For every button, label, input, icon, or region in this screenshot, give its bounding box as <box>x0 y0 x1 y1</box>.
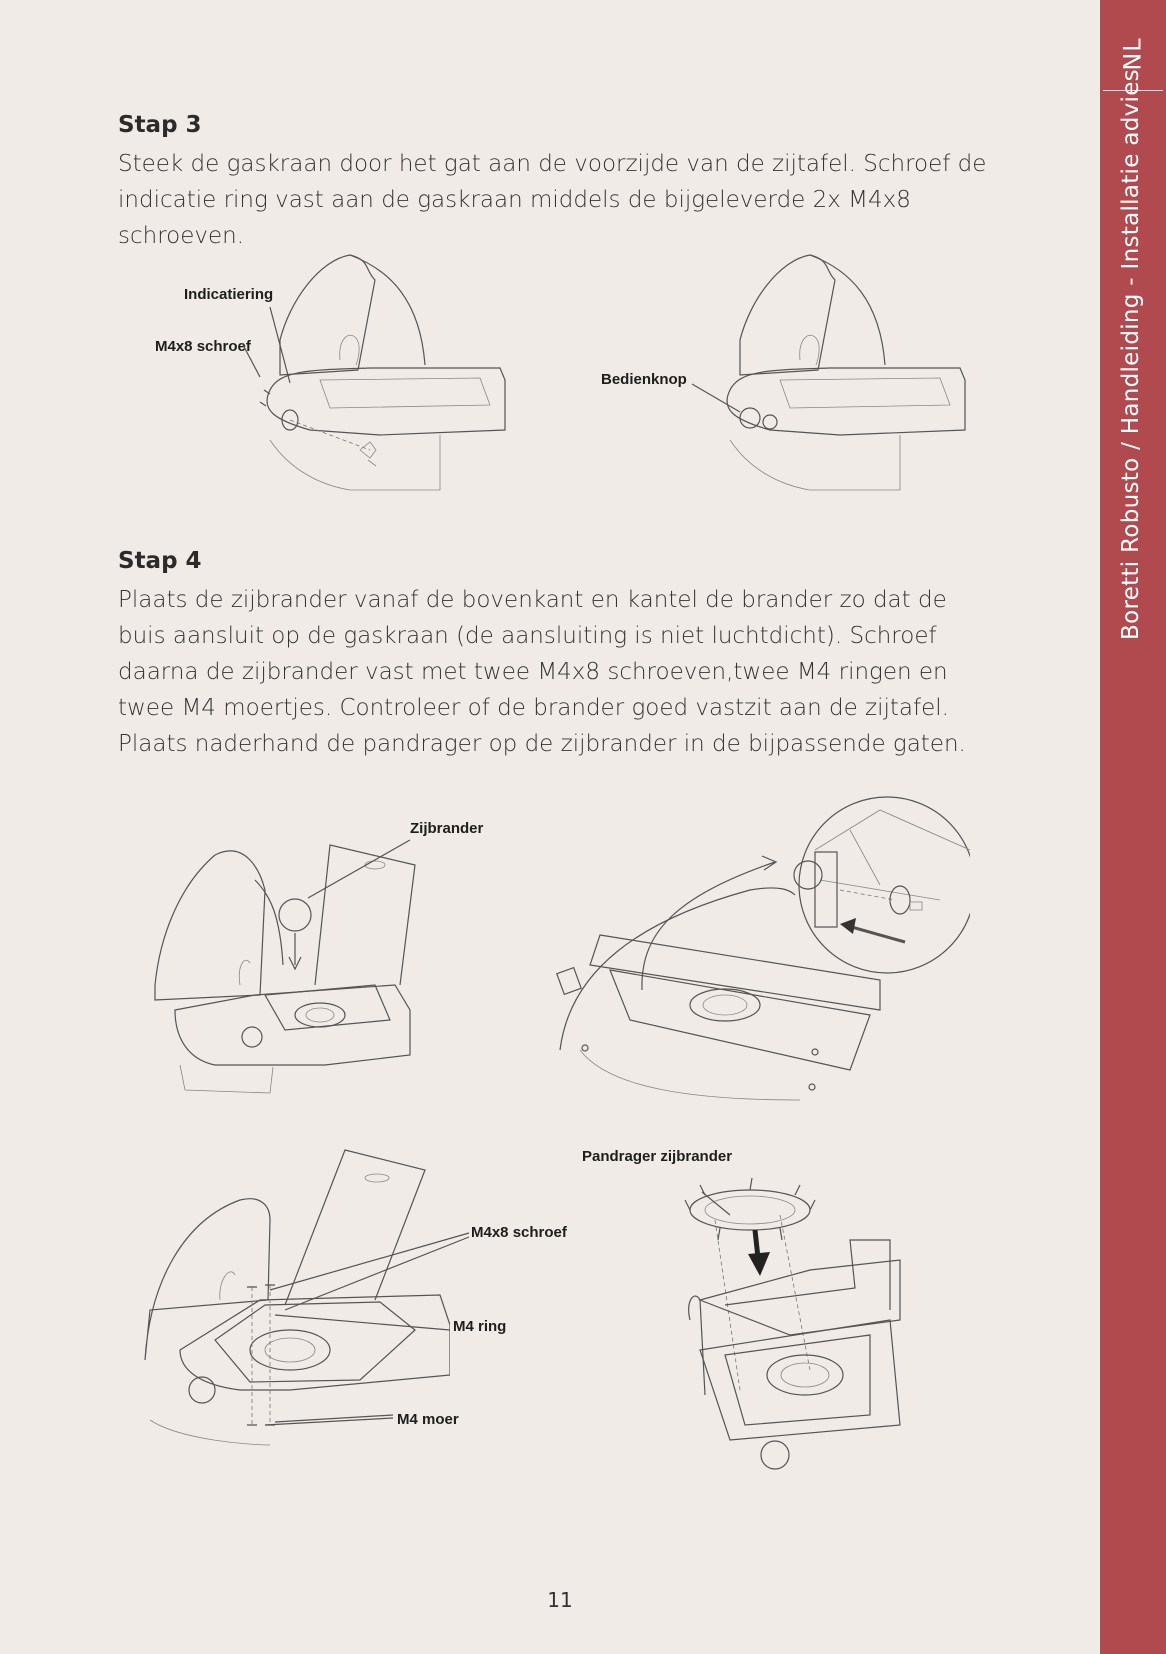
language-label: NL <box>1118 37 1147 71</box>
label-indicatiering: Indicatiering <box>184 286 274 303</box>
label-bedienknop: Bedienknop <box>601 371 687 388</box>
label-m4-moer: M4 moer <box>397 1411 459 1428</box>
step3-title: Stap 3 <box>118 112 202 138</box>
step3-figure-bedienknop <box>710 250 970 500</box>
step3-text: Steek de gaskraan door het gat aan de voorzijde van de zijtafel. Schroef de indicatie ring vast aan de gaskraan middels de bijgeleverde 2x M4x8 schroeven. <box>118 151 987 249</box>
label-m4x8-schroef-step4: M4x8 schroef <box>471 1224 567 1241</box>
leader-line-bedienknop <box>690 382 750 422</box>
label-pandrager-zijbrander: Pandrager zijbrander <box>582 1148 733 1165</box>
sidebar-title: Boretti Robusto / Handleiding - Installatie advies <box>1118 69 1144 640</box>
page-number: 11 <box>547 1588 573 1612</box>
leader-lines-step3a <box>240 305 300 405</box>
leader-line-pandrager <box>700 1190 740 1220</box>
label-zijbrander: Zijbrander <box>410 820 484 837</box>
step4-text: Plaats de zijbrander vanaf de bovenkant en kantel de brander zo dat de buis aansluit op de gaskraan (de aansluiting is niet luchtdicht). Schroef daarna de zijbrander vast met twee M4x8 schroeven,twee M4 ringen en twee M4 moertjes. Controleer of de brander goed vastzit aan de zijtafel. Plaats naderhand de pandrager op de zijbrander in de bijpassende gaten. <box>118 587 966 757</box>
label-m4x8-schroef-step3: M4x8 schroef <box>155 338 251 355</box>
leader-line-zijbrander <box>300 838 420 908</box>
step4-title: Stap 4 <box>118 548 202 574</box>
step4-figure-connection-detail <box>550 790 970 1110</box>
label-m4-ring: M4 ring <box>453 1318 507 1335</box>
leader-lines-screws <box>255 1225 475 1435</box>
